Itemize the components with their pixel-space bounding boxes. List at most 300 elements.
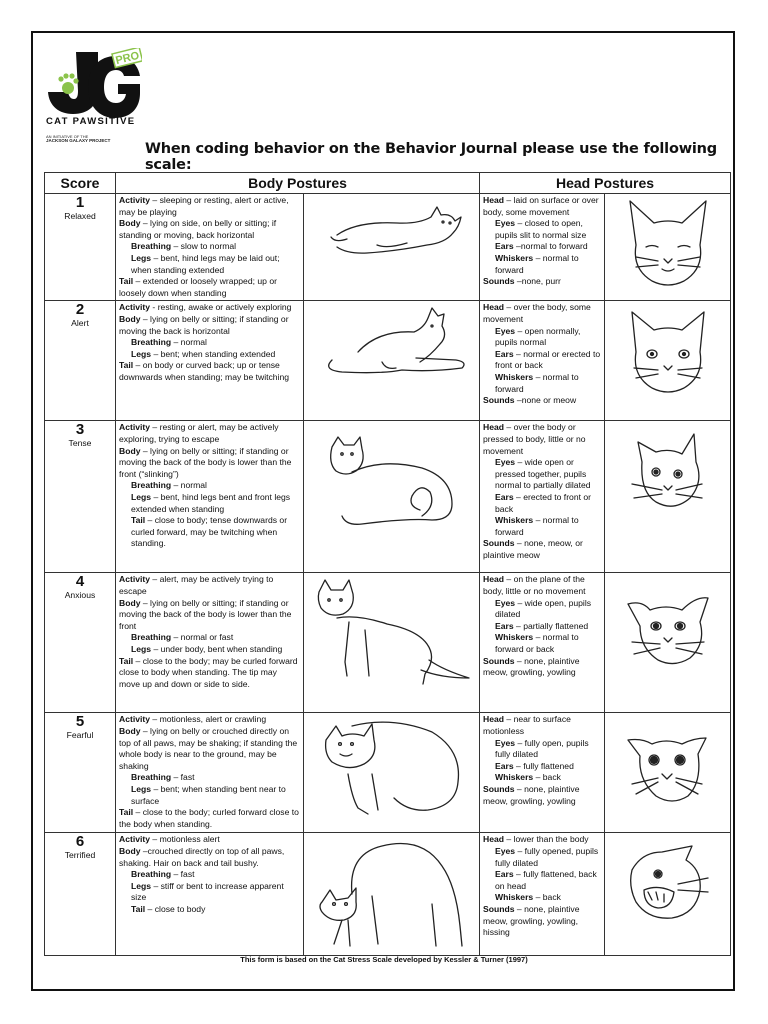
posture-descriptor bbox=[483, 632, 601, 655]
descriptor-key: Tail bbox=[131, 903, 146, 914]
descriptor-text: motionless alert bbox=[159, 834, 220, 845]
body-posture-illustration bbox=[304, 833, 480, 956]
descriptor-key: Head bbox=[483, 195, 505, 205]
descriptor-text: fast bbox=[180, 869, 195, 880]
descriptor-key: Legs bbox=[131, 252, 152, 263]
posture-descriptor bbox=[119, 446, 300, 481]
descriptor-separator: – bbox=[514, 276, 522, 287]
head-posture-illustration bbox=[605, 194, 731, 301]
descriptor-separator: – bbox=[504, 302, 514, 313]
partner-line: JACKSON GALAXY PROJECT bbox=[46, 138, 111, 143]
posture-descriptor bbox=[119, 574, 300, 597]
score-label: Anxious bbox=[64, 590, 96, 601]
descriptor-separator: – bbox=[140, 445, 151, 456]
descriptor-key: Eyes bbox=[495, 597, 516, 608]
head-posture-illustration bbox=[605, 301, 731, 421]
descriptor-text: closed to open, pupils slit to normal size bbox=[495, 218, 587, 240]
descriptor-separator: – bbox=[515, 737, 525, 748]
descriptor-separator: – bbox=[513, 869, 524, 880]
descriptor-key: Eyes bbox=[495, 325, 516, 336]
descriptor-separator: – bbox=[504, 574, 514, 585]
brand-name: CAT PAWSITIVE bbox=[46, 116, 136, 127]
posture-descriptor bbox=[483, 422, 601, 457]
descriptor-separator: – bbox=[151, 643, 161, 654]
posture-descriptor bbox=[119, 656, 300, 691]
descriptor-key: Ears bbox=[495, 869, 514, 880]
descriptor-key: Tail bbox=[119, 360, 134, 371]
descriptor-text: close to body bbox=[154, 903, 206, 914]
posture-descriptor bbox=[483, 738, 601, 761]
descriptor-separator: – bbox=[171, 337, 181, 348]
descriptor-text: lying on belly or sitting; if standing or moving the back is horizontal bbox=[119, 313, 289, 336]
descriptor-text: over the body or pressed to body, little or no movement bbox=[483, 422, 586, 456]
score-number: 2 bbox=[75, 301, 85, 319]
descriptor-text: close to the body; curled forward close to the body when standing. bbox=[119, 807, 299, 829]
posture-descriptor bbox=[483, 772, 601, 784]
posture-descriptor bbox=[483, 621, 601, 633]
body-posture-illustration bbox=[304, 194, 480, 301]
descriptor-separator: – bbox=[533, 632, 543, 643]
descriptor-text: on the plane of the body, little or no movement bbox=[483, 574, 586, 596]
score-number: 4 bbox=[75, 573, 85, 591]
descriptor-key: Sounds bbox=[483, 395, 515, 406]
descriptor-text: partially flattened bbox=[523, 620, 589, 631]
descriptor-text: fast bbox=[180, 772, 195, 783]
descriptor-key: Ears bbox=[495, 348, 514, 359]
head-posture-description bbox=[480, 421, 605, 573]
score-cell bbox=[45, 194, 116, 301]
descriptor-text: sleeping or resting, alert or active, may be playing bbox=[119, 195, 289, 217]
descriptor-text: fully opened, pupils fully dilated bbox=[495, 845, 599, 868]
descriptor-key: Whiskers bbox=[495, 515, 534, 526]
descriptor-separator: – bbox=[514, 538, 525, 549]
posture-descriptor bbox=[119, 218, 300, 241]
descriptor-text: none, plaintive meow, growling, yowling bbox=[483, 783, 580, 806]
posture-descriptor bbox=[119, 644, 300, 656]
descriptor-text: resting, awake or actively exploring bbox=[157, 302, 292, 313]
descriptor-text: wide open, pupils dilated bbox=[495, 597, 592, 620]
descriptor-separator: – bbox=[514, 903, 525, 914]
posture-descriptor bbox=[483, 892, 601, 904]
descriptor-text: motionless, alert or crawling bbox=[159, 714, 267, 725]
descriptor-key: Eyes bbox=[495, 218, 516, 229]
descriptor-key: Legs bbox=[131, 491, 152, 502]
descriptor-key: Head bbox=[483, 422, 505, 433]
descriptor-text: normal or erected to front or back bbox=[495, 348, 601, 371]
descriptor-separator: – bbox=[533, 371, 543, 382]
descriptor-key: Sounds bbox=[483, 783, 515, 794]
posture-descriptor bbox=[483, 598, 601, 621]
descriptor-separator: – bbox=[145, 903, 155, 914]
descriptor-separator: – bbox=[171, 632, 181, 643]
head-posture-description bbox=[480, 833, 605, 956]
descriptor-key: Breathing bbox=[131, 480, 172, 491]
descriptor-separator: – bbox=[513, 348, 524, 359]
descriptor-text: crouched directly on top of all paws, shaking. Hair on back and tail bushy. bbox=[119, 845, 285, 868]
posture-descriptor bbox=[483, 784, 601, 807]
descriptor-separator: – bbox=[150, 422, 160, 433]
descriptor-key: Sounds bbox=[483, 538, 515, 549]
posture-descriptor bbox=[119, 772, 300, 784]
posture-descriptor bbox=[119, 422, 300, 445]
descriptor-text: fully flattened bbox=[523, 760, 574, 771]
descriptor-text: on body or curved back; up or tense downwards when standing; may be twitching bbox=[119, 360, 290, 382]
jg-logo-mark bbox=[46, 48, 142, 118]
posture-descriptor bbox=[483, 574, 601, 597]
descriptor-text: lying on side, on belly or sitting; if standing or moving, back horizontal bbox=[119, 218, 277, 240]
descriptor-key: Activity bbox=[119, 302, 151, 313]
descriptor-text: none or meow bbox=[521, 395, 577, 406]
posture-descriptor bbox=[119, 834, 300, 846]
posture-descriptor bbox=[483, 253, 601, 276]
descriptor-separator: – bbox=[513, 241, 521, 252]
descriptor-separator: – bbox=[140, 845, 148, 856]
descriptor-text: normal to forward bbox=[495, 252, 579, 275]
descriptor-separator: – bbox=[151, 252, 161, 263]
posture-descriptor bbox=[119, 360, 300, 383]
descriptor-separator: – bbox=[150, 574, 160, 585]
descriptor-text: near to surface motionless bbox=[483, 714, 571, 736]
posture-descriptor bbox=[119, 276, 300, 299]
descriptor-key: Tail bbox=[119, 807, 134, 818]
descriptor-separator: – bbox=[140, 218, 151, 229]
descriptor-text: erected to front or back bbox=[495, 491, 592, 514]
posture-descriptor bbox=[483, 195, 601, 218]
descriptor-text: none, purr bbox=[521, 276, 561, 287]
descriptor-separator: – bbox=[150, 195, 160, 205]
posture-descriptor bbox=[483, 869, 601, 892]
score-label: Relaxed bbox=[64, 211, 96, 221]
posture-descriptor bbox=[119, 253, 300, 276]
page-title: When coding behavior on the Behavior Journal please use the following scale: bbox=[145, 141, 717, 173]
descriptor-text: lying on belly or sitting; if standing or moving the back of the body is lower than the front bbox=[119, 597, 292, 631]
descriptor-separator: – bbox=[515, 845, 525, 856]
descriptor-separator: – bbox=[171, 480, 181, 491]
descriptor-key: Head bbox=[483, 714, 505, 725]
descriptor-separator: – bbox=[533, 892, 543, 903]
posture-descriptor bbox=[483, 538, 601, 561]
descriptor-key: Sounds bbox=[483, 655, 515, 666]
descriptor-separator: – bbox=[504, 714, 514, 725]
descriptor-key: Activity bbox=[119, 834, 151, 845]
posture-descriptor bbox=[119, 784, 300, 807]
body-posture-description bbox=[116, 421, 304, 573]
descriptor-key: Eyes bbox=[495, 457, 516, 468]
score-label: Fearful bbox=[66, 730, 94, 741]
descriptor-text: none, meow, or plaintive meow bbox=[483, 538, 583, 560]
descriptor-separator: – bbox=[533, 252, 543, 263]
descriptor-separator: – bbox=[151, 880, 161, 891]
descriptor-key: Sounds bbox=[483, 903, 515, 914]
descriptor-text: resting or alert, may be actively exploring, trying to escape bbox=[119, 422, 279, 444]
descriptor-key: Head bbox=[483, 574, 505, 585]
body-posture-description bbox=[116, 713, 304, 833]
descriptor-separator: – bbox=[515, 597, 525, 608]
descriptor-key: Whiskers bbox=[495, 632, 534, 643]
posture-descriptor bbox=[483, 904, 601, 939]
head-posture-description bbox=[480, 194, 605, 301]
descriptor-separator: – bbox=[133, 655, 143, 666]
descriptor-key: Eyes bbox=[495, 737, 516, 748]
score-cell bbox=[45, 301, 116, 421]
descriptor-key: Ears bbox=[495, 760, 514, 771]
body-posture-illustration bbox=[304, 301, 480, 421]
score-label: Terrified bbox=[64, 850, 96, 861]
descriptor-text: normal to forward bbox=[495, 515, 579, 537]
posture-descriptor bbox=[483, 656, 601, 679]
posture-descriptor bbox=[119, 632, 300, 644]
descriptor-text: normal to forward bbox=[520, 241, 588, 252]
descriptor-key: Legs bbox=[131, 880, 152, 891]
descriptor-separator: – bbox=[171, 241, 181, 252]
descriptor-text: normal bbox=[180, 480, 207, 491]
descriptor-separator: – bbox=[533, 515, 543, 526]
descriptor-text: under body, bent when standing bbox=[160, 643, 283, 654]
descriptor-text: lower than the body bbox=[513, 834, 589, 845]
descriptor-separator: – bbox=[151, 491, 161, 502]
posture-descriptor bbox=[483, 714, 601, 737]
posture-descriptor bbox=[483, 761, 601, 773]
descriptor-separator: – bbox=[171, 869, 181, 880]
descriptor-key: Activity bbox=[119, 422, 151, 433]
descriptor-text: normal or fast bbox=[180, 632, 234, 643]
descriptor-text: open normally, pupils normal bbox=[495, 325, 581, 348]
score-number: 5 bbox=[75, 713, 85, 731]
descriptor-key: Ears bbox=[495, 620, 514, 631]
posture-descriptor bbox=[483, 395, 601, 407]
descriptor-key: Activity bbox=[119, 195, 151, 205]
posture-descriptor bbox=[119, 726, 300, 772]
score-cell bbox=[45, 573, 116, 713]
head-posture-description bbox=[480, 713, 605, 833]
score-number: 1 bbox=[75, 194, 85, 211]
descriptor-text: bent, hind legs bent and front legs extended when standing bbox=[131, 491, 291, 514]
score-number: 3 bbox=[75, 421, 85, 439]
head-posture-description bbox=[480, 301, 605, 421]
descriptor-separator: – bbox=[514, 655, 525, 666]
descriptor-key: Ears bbox=[495, 491, 514, 502]
posture-descriptor bbox=[483, 241, 601, 253]
descriptor-separator: – bbox=[504, 195, 514, 205]
descriptor-text: bent; when standing extended bbox=[160, 348, 276, 359]
descriptor-separator: – bbox=[150, 834, 160, 845]
head-posture-illustration bbox=[605, 833, 731, 956]
logo bbox=[46, 48, 146, 148]
descriptor-key: Legs bbox=[131, 348, 152, 359]
descriptor-key: Tail bbox=[119, 655, 134, 666]
descriptor-key: Breathing bbox=[131, 337, 172, 348]
scale-row bbox=[45, 573, 731, 713]
body-posture-illustration bbox=[304, 713, 480, 833]
posture-descriptor bbox=[119, 241, 300, 253]
descriptor-text: none, plaintive meow, growling, yowling, hissing bbox=[483, 903, 580, 938]
descriptor-key: Whiskers bbox=[495, 892, 534, 903]
descriptor-separator: – bbox=[171, 772, 181, 783]
descriptor-separator: – bbox=[513, 620, 524, 631]
descriptor-separator: – bbox=[133, 276, 143, 287]
score-cell bbox=[45, 833, 116, 956]
descriptor-text: lying on belly or crouched directly on top of all paws, may be shaking; if standing the whole body is near to the ground, may be shaking bbox=[119, 725, 298, 771]
descriptor-key: Sounds bbox=[483, 276, 515, 287]
descriptor-key: Body bbox=[119, 597, 141, 608]
head-posture-illustration bbox=[605, 573, 731, 713]
descriptor-key: Breathing bbox=[131, 241, 172, 252]
head-posture-illustration bbox=[605, 713, 731, 833]
posture-descriptor bbox=[119, 881, 300, 904]
descriptor-key: Eyes bbox=[495, 845, 516, 856]
descriptor-text: extended or loosely wrapped; up or loosely down when standing bbox=[119, 276, 277, 298]
posture-descriptor bbox=[119, 480, 300, 492]
posture-descriptor bbox=[119, 314, 300, 337]
posture-descriptor bbox=[483, 349, 601, 372]
scale-row bbox=[45, 833, 731, 956]
descriptor-text: wide open or pressed together, pupils normal to partially dilated bbox=[495, 457, 591, 491]
posture-descriptor bbox=[483, 846, 601, 869]
partner-logos bbox=[46, 135, 142, 147]
descriptor-text: close to the body; may be curled forward close to body when standing. The tip may move up and down or side to side. bbox=[119, 655, 298, 689]
posture-descriptor bbox=[483, 218, 601, 241]
body-posture-illustration bbox=[304, 421, 480, 573]
descriptor-key: Whiskers bbox=[495, 772, 534, 783]
cat-stress-scale-table bbox=[44, 172, 731, 956]
descriptor-text: back bbox=[542, 892, 561, 903]
descriptor-separator: – bbox=[133, 360, 143, 371]
descriptor-text: alert, may be actively trying to escape bbox=[119, 574, 274, 596]
posture-descriptor bbox=[119, 807, 300, 830]
descriptor-key: Activity bbox=[119, 574, 151, 585]
head-posture-illustration bbox=[605, 421, 731, 573]
descriptor-separator: – bbox=[515, 457, 525, 468]
posture-descriptor bbox=[483, 372, 601, 395]
descriptor-key: Whiskers bbox=[495, 371, 534, 382]
body-posture-illustration bbox=[304, 573, 480, 713]
descriptor-separator: – bbox=[514, 395, 522, 406]
descriptor-separator: – bbox=[140, 313, 151, 324]
source-note: This form is based on the Cat Stress Scale developed by Kessler & Turner (1997) bbox=[240, 955, 528, 964]
body-posture-description bbox=[116, 194, 304, 301]
descriptor-text: normal to forward bbox=[495, 371, 579, 394]
descriptor-key: Body bbox=[119, 218, 141, 229]
posture-descriptor bbox=[119, 869, 300, 881]
head-posture-description bbox=[480, 573, 605, 713]
posture-descriptor bbox=[119, 195, 300, 218]
partner-line: AN INITIATIVE OF THE bbox=[46, 134, 89, 139]
descriptor-key: Head bbox=[483, 834, 505, 845]
descriptor-text: slow to normal bbox=[180, 241, 237, 252]
descriptor-separator: – bbox=[513, 491, 524, 502]
descriptor-text: lying on belly or sitting; if standing or moving the back of the body is lower than the front (“slinking”) bbox=[119, 445, 292, 479]
posture-descriptor bbox=[483, 302, 601, 325]
posture-descriptor bbox=[483, 515, 601, 538]
table-header-row bbox=[45, 173, 731, 194]
descriptor-text: fully flattened, back on head bbox=[495, 869, 597, 891]
descriptor-key: Breathing bbox=[131, 772, 172, 783]
posture-descriptor bbox=[483, 457, 601, 492]
posture-descriptor bbox=[119, 302, 300, 314]
descriptor-separator: – bbox=[513, 760, 524, 771]
score-cell bbox=[45, 421, 116, 573]
body-posture-description bbox=[116, 833, 304, 956]
scale-row bbox=[45, 713, 731, 833]
score-cell bbox=[45, 713, 116, 833]
descriptor-text: fully open, pupils fully dilated bbox=[495, 737, 589, 760]
score-label: Alert bbox=[71, 318, 89, 329]
posture-descriptor bbox=[119, 515, 300, 550]
descriptor-text: normal to forward or back bbox=[495, 632, 579, 654]
scale-row bbox=[45, 301, 731, 421]
scale-row bbox=[45, 194, 731, 301]
posture-descriptor bbox=[119, 904, 300, 916]
descriptor-separator: – bbox=[504, 422, 514, 433]
descriptor-key: Ears bbox=[495, 241, 514, 252]
score-number: 6 bbox=[75, 833, 85, 851]
descriptor-text: bent, hind legs may be laid out; when standing extended bbox=[131, 252, 280, 275]
descriptor-text: back bbox=[542, 772, 561, 783]
descriptor-separator: – bbox=[145, 515, 155, 526]
descriptor-text: stiff or bent to increase apparent size bbox=[131, 880, 284, 903]
descriptor-key: Legs bbox=[131, 643, 152, 654]
descriptor-text: close to body; tense downwards or curled forward, may be twitching when standing. bbox=[131, 515, 288, 549]
score-label: Tense bbox=[68, 438, 92, 449]
descriptor-separator: – bbox=[514, 783, 525, 794]
posture-descriptor bbox=[483, 492, 601, 515]
descriptor-text: over the body, some movement bbox=[483, 302, 591, 324]
posture-descriptor bbox=[119, 598, 300, 633]
body-posture-description bbox=[116, 573, 304, 713]
descriptor-key: Breathing bbox=[131, 869, 172, 880]
descriptor-text: none, plaintive meow, growling, yowling bbox=[483, 655, 580, 678]
descriptor-key: Body bbox=[119, 445, 141, 456]
descriptor-key: Breathing bbox=[131, 632, 172, 643]
descriptor-key: Body bbox=[119, 845, 141, 856]
posture-descriptor bbox=[483, 326, 601, 349]
descriptor-separator: – bbox=[515, 218, 525, 229]
posture-descriptor bbox=[483, 276, 601, 288]
descriptor-key: Whiskers bbox=[495, 252, 534, 263]
posture-descriptor bbox=[119, 492, 300, 515]
posture-descriptor bbox=[483, 834, 601, 846]
descriptor-text: normal bbox=[180, 337, 207, 348]
pro-badge-text: PRO bbox=[114, 49, 141, 68]
scale-row bbox=[45, 421, 731, 573]
posture-descriptor bbox=[119, 349, 300, 361]
descriptor-separator: – bbox=[533, 772, 543, 783]
posture-descriptor bbox=[119, 714, 300, 726]
descriptor-separator: – bbox=[140, 725, 151, 736]
descriptor-key: Activity bbox=[119, 714, 151, 725]
descriptor-key: Head bbox=[483, 302, 505, 313]
descriptor-text: bent; when standing bent near to surface bbox=[131, 783, 286, 806]
descriptor-separator: – bbox=[150, 714, 160, 725]
descriptor-key: Body bbox=[119, 725, 141, 736]
column-header-score: Score bbox=[45, 173, 116, 194]
body-posture-description bbox=[116, 301, 304, 421]
descriptor-key: Body bbox=[119, 313, 141, 324]
posture-descriptor bbox=[119, 337, 300, 349]
posture-descriptor bbox=[119, 846, 300, 869]
descriptor-separator: – bbox=[515, 325, 525, 336]
descriptor-separator: – bbox=[133, 807, 143, 818]
descriptor-key: Legs bbox=[131, 783, 152, 794]
descriptor-separator: - bbox=[150, 302, 158, 313]
column-header-head-postures: Head Postures bbox=[480, 173, 731, 194]
descriptor-separator: – bbox=[504, 834, 514, 845]
descriptor-key: Tail bbox=[131, 515, 146, 526]
descriptor-separator: – bbox=[151, 348, 161, 359]
descriptor-key: Tail bbox=[119, 276, 134, 287]
descriptor-separator: – bbox=[151, 783, 161, 794]
descriptor-text: laid on surface or over body, some movement bbox=[483, 195, 599, 217]
